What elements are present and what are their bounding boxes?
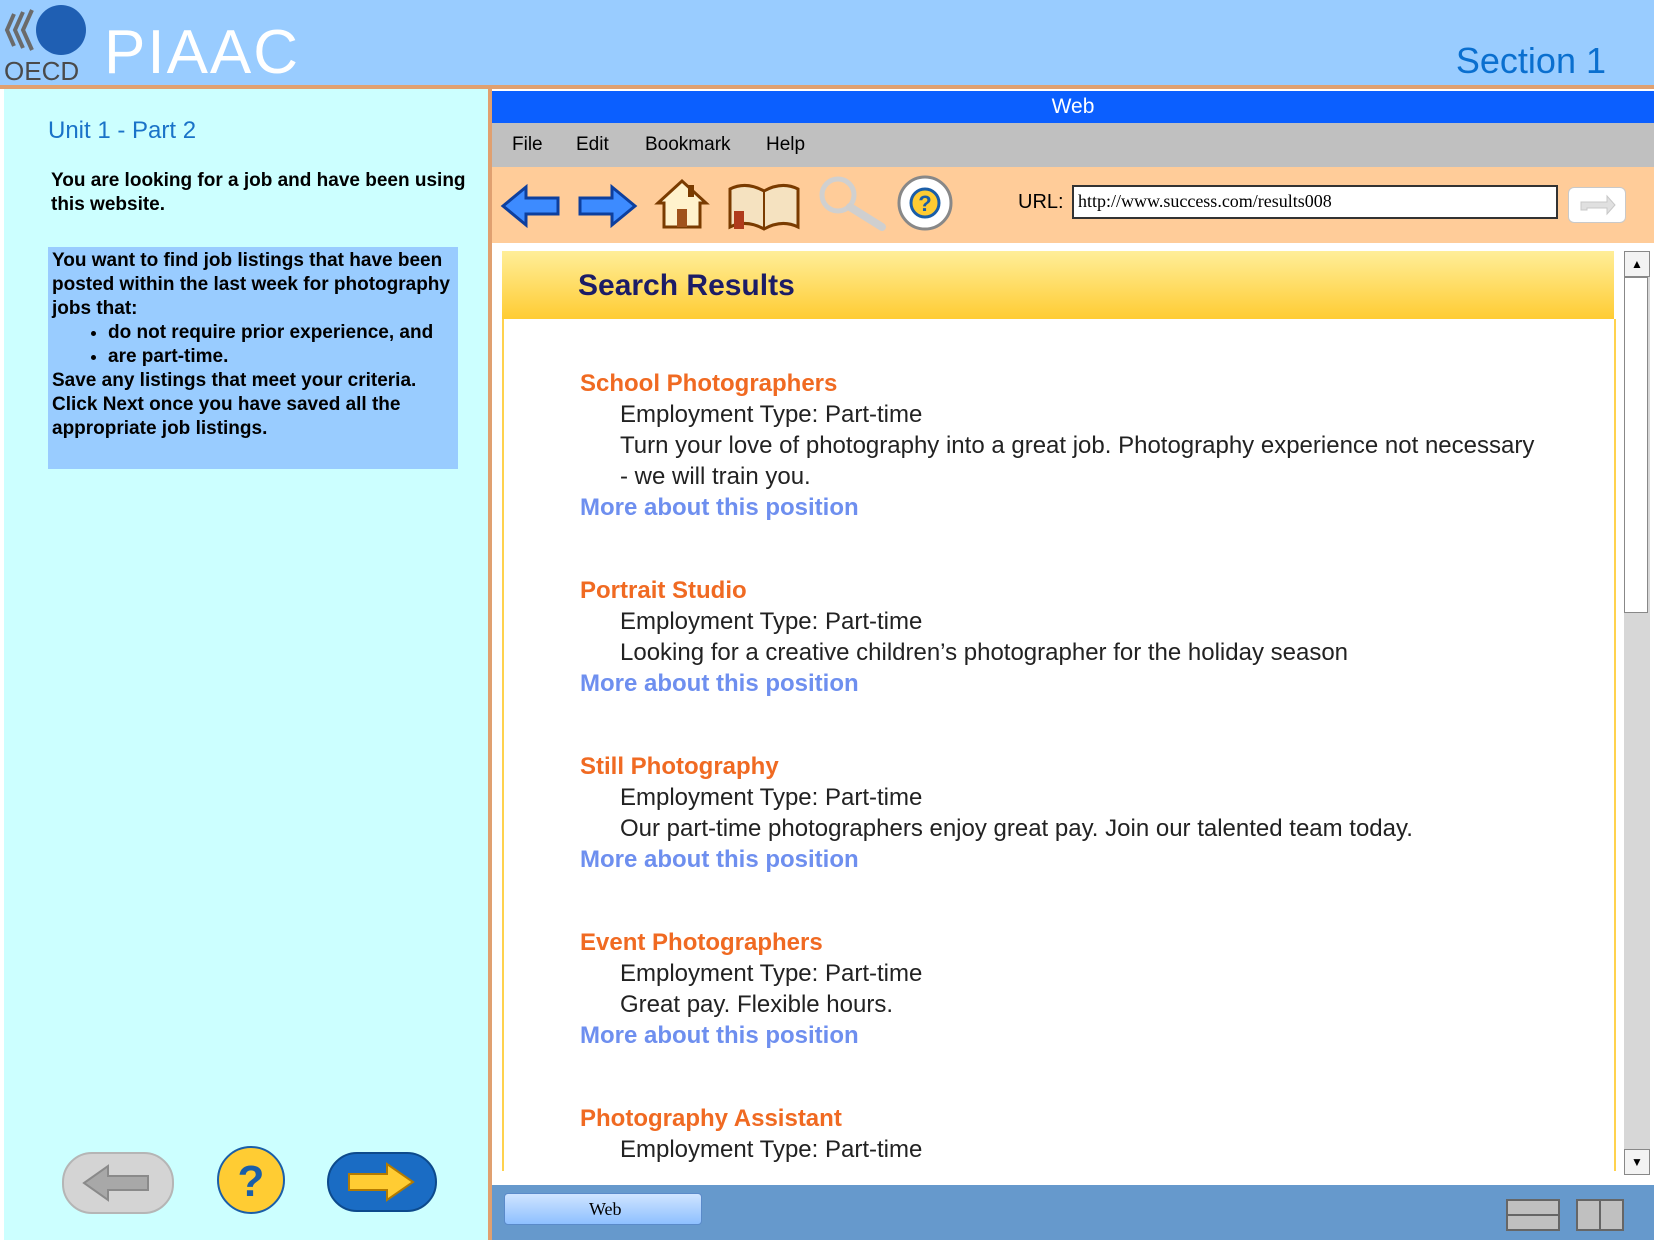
scroll-down-arrow-icon[interactable]: ▼ [1624, 1149, 1650, 1175]
listing-description: Turn your love of photography into a great job. Photography experience not necessary - we will train you. [620, 432, 1535, 490]
web-browser-window [492, 91, 1654, 1240]
svg-text:?: ? [918, 191, 932, 216]
more-about-link[interactable]: More about this position [580, 670, 859, 697]
listing-description: Our part-time photographers enjoy great pay. Join our talented team today. [620, 815, 1413, 842]
back-button[interactable] [62, 1152, 174, 1214]
back-arrow-icon[interactable] [500, 173, 562, 233]
logo-text: OECD [4, 56, 80, 84]
browser-titlebar: Web [492, 91, 1654, 123]
criteria-item: • are part-time. [108, 345, 454, 369]
next-arrow-icon [329, 1154, 435, 1210]
oecd-logo-icon [4, 4, 94, 84]
home-icon[interactable] [652, 173, 712, 233]
menu-file[interactable]: File [512, 134, 543, 155]
browser-taskbar [492, 1185, 1654, 1240]
listing-employment-type: Employment Type: Part-time [620, 1136, 923, 1163]
listing-description: Great pay. Flexible hours. [620, 991, 894, 1018]
listing-employment-type: Employment Type: Part-time [620, 401, 923, 428]
header-bar [0, 0, 1654, 89]
more-about-link[interactable]: More about this position [580, 846, 859, 873]
browser-toolbar [492, 167, 1654, 243]
menu-edit[interactable]: Edit [576, 134, 609, 155]
unit-label: Unit 1 - Part 2 [48, 117, 197, 144]
taskbar-web-tab[interactable] [504, 1193, 702, 1225]
go-button[interactable] [1568, 187, 1626, 223]
listing-title: Photography Assistant [580, 1105, 842, 1132]
listing [580, 752, 1540, 876]
listing-title: Portrait Studio [580, 577, 747, 604]
instructions-panel [4, 89, 492, 1240]
criteria-list [52, 321, 454, 369]
search-magnifier-icon[interactable] [814, 173, 890, 233]
listing [580, 928, 1540, 1052]
url-label: URL: [1018, 191, 1064, 213]
question-icon [219, 1148, 283, 1212]
next-button[interactable] [327, 1152, 437, 1212]
listing-description: Looking for a creative children’s photographer for the holiday season [620, 639, 1349, 666]
more-about-link[interactable]: More about this position [580, 1022, 859, 1049]
section-title: Section 1 [1455, 40, 1606, 81]
task-box [48, 247, 458, 469]
listing-employment-type: Employment Type: Part-time [620, 784, 923, 811]
task-intro: You want to find job listings that have been posted within the last week for photography jobs that: [52, 250, 450, 319]
listing-title: Still Photography [580, 753, 779, 780]
side-by-side-layout-icon[interactable] [1576, 1199, 1624, 1231]
stacked-layout-icon[interactable] [1506, 1199, 1560, 1231]
listing [580, 369, 1540, 524]
listing-title: Event Photographers [580, 929, 823, 956]
scroll-up-arrow-icon[interactable]: ▲ [1624, 251, 1650, 277]
taskbar-web-tab-label: Web [589, 1199, 622, 1219]
help-lifebuoy-icon[interactable] [894, 173, 956, 233]
scroll-thumb[interactable] [1624, 277, 1648, 613]
back-arrow-icon [64, 1154, 172, 1212]
results-header [502, 251, 1614, 319]
listing-employment-type: Employment Type: Part-time [620, 608, 923, 635]
app-title: PIAAC [104, 18, 301, 87]
vertical-scrollbar[interactable] [1624, 251, 1650, 1175]
bookmark-book-icon[interactable] [726, 173, 802, 233]
web-page-content [502, 251, 1616, 1171]
listing [580, 1104, 1540, 1165]
task-outro: Save any listings that meet your criteria. Click Next once you have saved all the appropriate job listings. [52, 370, 417, 439]
more-about-link[interactable]: More about this position [580, 494, 859, 521]
listing [580, 576, 1540, 700]
menu-bookmark[interactable]: Bookmark [645, 134, 731, 155]
help-button[interactable] [217, 1146, 285, 1214]
criteria-item: • do not require prior experience, and [108, 321, 454, 345]
url-field[interactable]: http://www.success.com/results008 [1072, 185, 1558, 219]
svg-text:?: ? [237, 1157, 265, 1206]
page-title: Search Results [578, 269, 795, 302]
menu-help[interactable]: Help [766, 134, 806, 155]
listing-title: School Photographers [580, 370, 838, 397]
listing-employment-type: Employment Type: Part-time [620, 960, 923, 987]
go-arrow-icon [1569, 188, 1625, 222]
menu-bar [492, 123, 1654, 167]
forward-arrow-icon[interactable] [576, 173, 638, 233]
intro-text: You are looking for a job and have been using this website. [51, 170, 466, 215]
